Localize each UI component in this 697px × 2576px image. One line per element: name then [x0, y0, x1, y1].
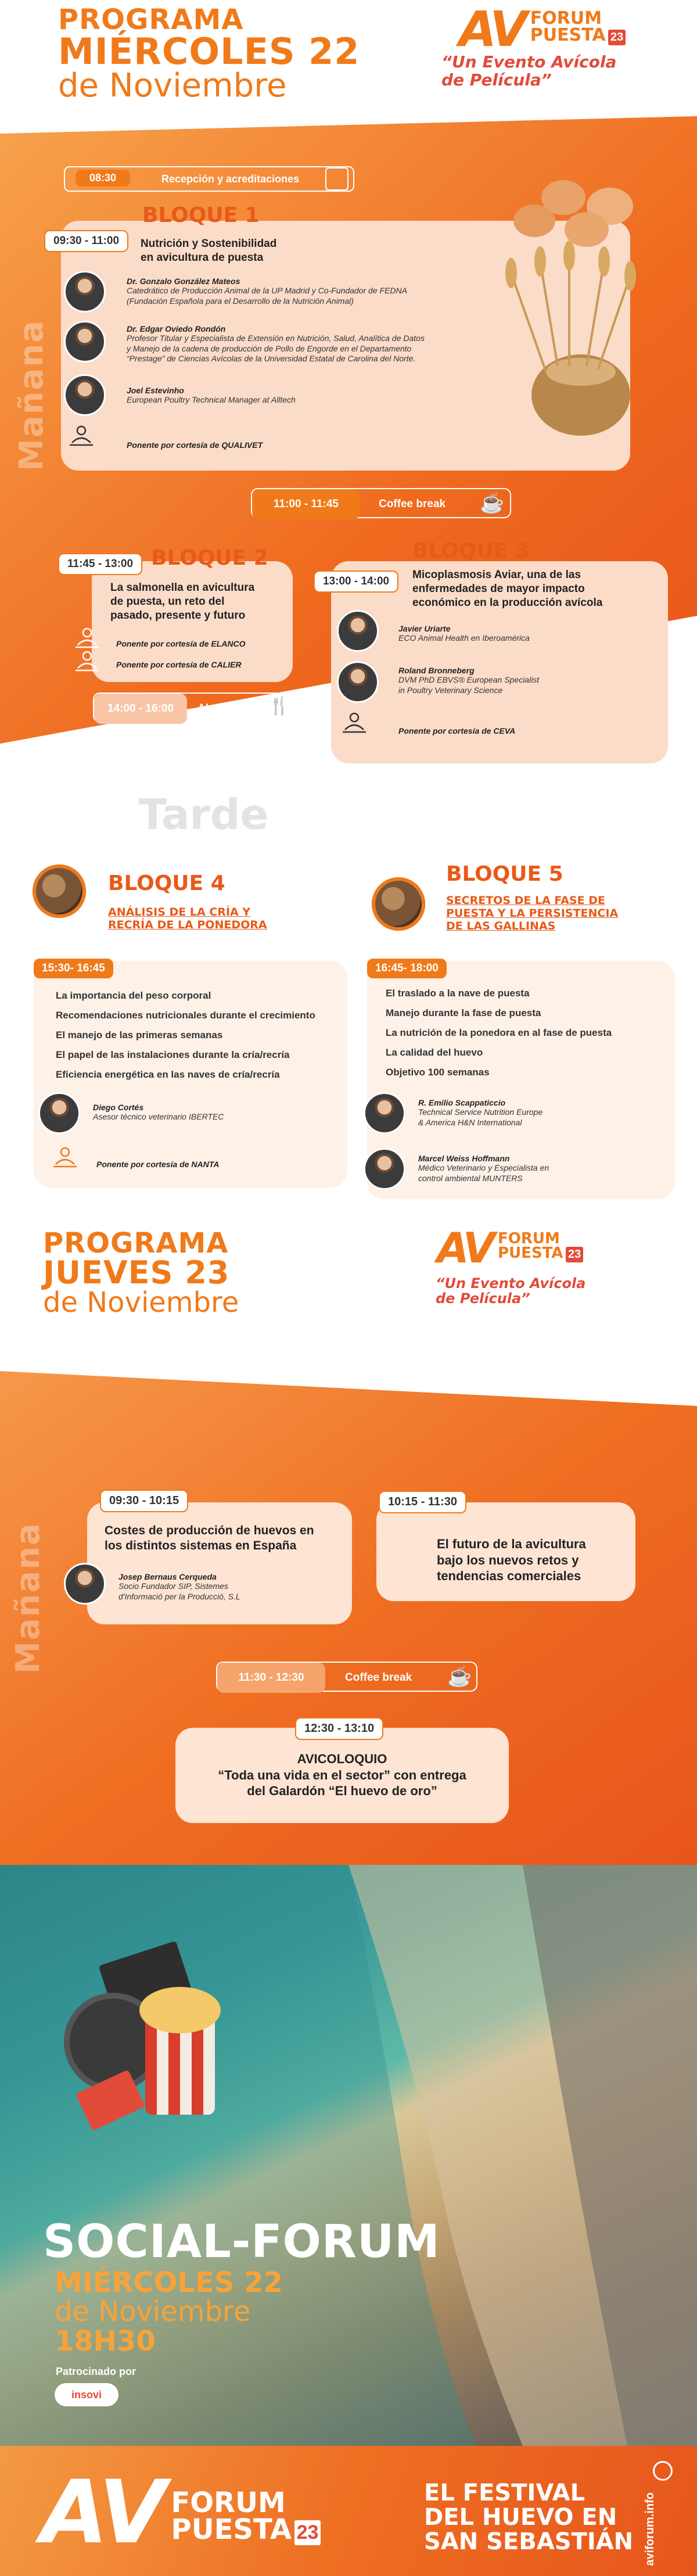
people-icon — [342, 712, 367, 736]
bloque4-subtitle — [108, 906, 267, 932]
speaker-desc: Asesor técnico veterinario IBERTEC — [93, 1112, 224, 1121]
sponsor-label: Patrocinado por — [56, 2366, 136, 2377]
avatar — [337, 610, 379, 652]
speaker-block — [398, 666, 539, 695]
topic-item: El papel de las instalaciones durante la cría/recría — [56, 1049, 290, 1060]
social-day: MIÉRCOLES 22 — [55, 2266, 283, 2299]
bloque2-time: 11:45 - 13:00 — [58, 553, 142, 575]
topic-item: La importancia del peso corporal — [56, 990, 211, 1001]
logo-puesta: PUESTA — [171, 2513, 292, 2546]
speaker-name: Javier Uriarte — [398, 624, 451, 633]
people-icon — [74, 651, 100, 674]
topic-line: pasado, presente y futuro — [110, 609, 246, 622]
people-icon — [52, 1147, 78, 1170]
logo-forum: FORUM — [171, 2487, 286, 2519]
people-icon — [74, 627, 100, 651]
social-forum-beach-image — [0, 1865, 697, 2446]
bloque5-image — [372, 877, 425, 931]
topic-line: La salmonella en avicultura — [110, 582, 255, 594]
bloque1-ponente: Ponente por cortesía de QUALIVET — [127, 440, 263, 450]
speaker-desc: d'Informació per la Producció, S.L — [118, 1591, 240, 1601]
logo-forum: FORUM — [498, 1230, 560, 1247]
topic-item: La nutrición de la ponedora en al fase de puesta — [386, 1027, 612, 1038]
subtitle-line: RECRÍA DE LA PONEDORA — [108, 918, 267, 931]
bloque1-topic — [141, 237, 276, 265]
logo-av: AV — [41, 2462, 163, 2563]
avatar — [364, 1148, 405, 1190]
day1-program-title — [58, 3, 360, 105]
topic-line: en avicultura de puesta — [141, 251, 264, 264]
topic-line: económico en la producción avícola — [412, 596, 603, 609]
coffee-time: 11:00 - 11:45 — [252, 489, 360, 519]
coffee-break-1 — [251, 488, 511, 518]
slogan-top — [441, 53, 616, 89]
coffee-label: Coffee break — [345, 1671, 412, 1684]
topic-line: El futuro de la avicultura — [437, 1537, 586, 1551]
bloque1-title: BLOQUE 1 — [142, 203, 260, 227]
bloque2-ponente-1: Ponente por cortesía de ELANCO — [116, 639, 246, 648]
bloque5-title: BLOQUE 5 — [446, 862, 563, 886]
speaker-desc: “Prestage” de Ciencias Avícolas de la Universidad Estatal de Carolina del Norte. — [127, 354, 416, 363]
day2-program-title — [43, 1227, 239, 1319]
topic-line: Costes de producción de huevos en — [105, 1524, 314, 1537]
speaker-block — [418, 1098, 542, 1128]
cinema-props-icon — [64, 1952, 227, 2115]
speaker-name: Marcel Weiss Hoffmann — [418, 1154, 510, 1163]
festival-tagline — [424, 2481, 633, 2554]
social-hour: 18H30 — [55, 2324, 156, 2358]
social-month: de Noviembre — [55, 2295, 251, 2329]
coffee-cup-icon: ☕ — [447, 1666, 472, 1688]
speaker-desc: Médico Veterinario y Especialista en — [418, 1163, 549, 1172]
bloque5-time: 16:45- 18:00 — [367, 959, 447, 978]
speaker-desc: & America H&N International — [418, 1117, 522, 1127]
speaker-name: Roland Bronneberg — [398, 666, 475, 675]
program-label: PROGRAMA — [43, 1227, 229, 1260]
sponsor-logo — [55, 2383, 118, 2406]
session3-topic — [175, 1751, 509, 1799]
logo-badge: 23 — [608, 30, 626, 45]
bloque4-ponente: Ponente por cortesía de NANTA — [96, 1160, 220, 1169]
session3-time: 12:30 - 13:10 — [295, 1717, 383, 1740]
bloque4-topics — [56, 990, 315, 1089]
coffee-cup-icon: ☕ — [480, 492, 505, 514]
logo-badge: 23 — [566, 1247, 583, 1262]
speaker-desc: Technical Service Nutrition Europe — [418, 1107, 543, 1117]
bloque5-topics — [386, 988, 612, 1086]
coffee-break-2 — [216, 1662, 477, 1692]
morning-side-label: Mañana — [13, 320, 51, 471]
topic-item: Eficiencia energética en las naves de cría/recría — [56, 1069, 280, 1080]
slogan-line2: de Película” — [436, 1290, 530, 1307]
speaker-desc: Profesor Titular y Especialista de Extensión en Nutrición, Salud, Analítica de Datos — [127, 333, 425, 343]
speaker-block — [398, 624, 530, 644]
topic-line: Micoplasmosis Aviar, una de las — [412, 569, 581, 581]
topic-line: “Toda una vida en el sector” con entrega — [218, 1767, 466, 1782]
speaker-name: Dr. Gonzalo González Mateos — [127, 277, 240, 286]
topic-item: Recomendaciones nutricionales durante el crecimiento — [56, 1010, 315, 1021]
lunch-time: 14:00 - 16:00 — [94, 694, 187, 724]
program-day: MIÉRCOLES 22 — [58, 30, 360, 73]
website-url[interactable]: aviforum.info — [644, 2492, 656, 2566]
subtitle-line: PUESTA Y LA PERSISTENCIA — [446, 906, 619, 920]
speaker-block — [93, 1103, 224, 1122]
bloque3-topic — [412, 568, 602, 609]
program-month: de Noviembre — [58, 67, 287, 105]
reception-label: Recepción y acreditaciones — [161, 173, 300, 185]
topic-line: de puesta, un reto del — [110, 595, 225, 608]
speaker-desc: Catedrático de Producción Animal de la UP Madrid y Co-Fundador de FEDNA — [127, 286, 407, 295]
social-forum-date — [55, 2268, 283, 2356]
social-title: SOCIAL-FORUM — [43, 2216, 440, 2268]
avatar — [38, 1092, 80, 1134]
topic-line: bajo los nuevos retos y — [437, 1552, 579, 1567]
speaker-block — [418, 1154, 549, 1183]
bloque3-time: 13:00 - 14:00 — [314, 571, 398, 593]
speaker-desc: European Poultry Technical Manager at Alltech — [127, 395, 296, 404]
subtitle-line: DE LAS GALLINAS — [446, 919, 556, 932]
lunch-label: Almuerzo — [197, 702, 248, 715]
program-month: de Noviembre — [43, 1286, 239, 1319]
speaker-desc: y Manejo de la cadena de producción de Pollo de Engorde en el Departamento — [127, 343, 412, 353]
topic-item: Objetivo 100 semanas — [386, 1067, 490, 1078]
session1-topic — [105, 1523, 314, 1554]
reception-time: 08:30 — [76, 170, 130, 186]
globe-icon — [653, 2461, 673, 2481]
topic-item: Manejo durante la fase de puesta — [386, 1007, 541, 1018]
speaker-desc: (Fundación Española para el Desarrollo de la Nutrición Animal) — [127, 296, 354, 306]
aviforum-logo-top — [459, 1, 626, 58]
topic-line: Nutrición y Sostenibilidad — [141, 238, 277, 250]
bloque4-title: BLOQUE 4 — [108, 871, 225, 895]
bloque2-title: BLOQUE 2 — [151, 546, 268, 570]
slogan-middle — [436, 1276, 585, 1307]
bloque3-ponente: Ponente por cortesía de CEVA — [398, 726, 516, 736]
bloque2-ponente-2: Ponente por cortesía de CALIER — [116, 660, 242, 669]
session1-time: 09:30 - 10:15 — [100, 1490, 188, 1512]
program-day: JUEVES 23 — [43, 1254, 230, 1291]
lunch-row — [93, 693, 296, 723]
badge-icon — [325, 167, 348, 191]
speaker-name: Diego Cortés — [93, 1103, 144, 1112]
coffee-label: Coffee break — [379, 498, 446, 510]
avatar — [337, 661, 379, 703]
speaker-block — [127, 277, 504, 306]
avatar — [64, 1563, 106, 1605]
sponsor-logo-text: insovi — [71, 2389, 102, 2401]
eggs-wheat-illustration — [488, 174, 645, 442]
topic-item: El manejo de las primeras semanas — [56, 1029, 223, 1041]
bloque3-title: BLOQUE 3 — [412, 539, 530, 563]
logo-badge: 23 — [294, 2520, 321, 2545]
festival-line: SAN SEBASTIÁN — [424, 2528, 634, 2555]
bloque4-image — [33, 864, 86, 918]
subtitle-line: SECRETOS DE LA FASE DE — [446, 894, 605, 907]
topic-item: El traslado a la nave de puesta — [386, 988, 530, 999]
avatar — [64, 374, 106, 416]
avatar — [64, 271, 106, 313]
topic-line: los distintos sistemas en España — [105, 1539, 297, 1553]
speaker-name: Joel Estevinho — [127, 386, 184, 395]
speaker-block — [118, 1572, 240, 1602]
avatar — [64, 321, 106, 363]
bloque1-time: 09:30 - 11:00 — [44, 230, 128, 252]
bloque5-subtitle — [446, 895, 618, 933]
logo-forum: FORUM — [530, 8, 602, 28]
speaker-name: Dr. Edgar Oviedo Rondón — [127, 324, 226, 333]
afternoon-label: Tarde — [138, 790, 269, 839]
aviforum-logo-footer — [41, 2462, 321, 2563]
topic-item: La calidad del huevo — [386, 1047, 483, 1058]
topic-line: tendencias comerciales — [437, 1569, 581, 1583]
speaker-desc: ECO Animal Health en Iberoamérica — [398, 633, 530, 643]
avatar — [364, 1092, 405, 1134]
speaker-name: R. Emilio Scappaticcio — [418, 1098, 506, 1107]
speaker-block — [127, 324, 504, 364]
slogan-line2: de Película” — [441, 70, 552, 89]
subtitle-line: ANÁLISIS DE LA CRÍA Y — [108, 906, 251, 919]
session2-time: 10:15 - 11:30 — [379, 1491, 466, 1513]
topic-line: del Galardón “El huevo de oro” — [247, 1784, 437, 1798]
speaker-desc: control ambiental MUNTERS — [418, 1173, 523, 1183]
slogan-line1: “Un Evento Avícola — [436, 1275, 586, 1291]
slogan-line1: “Un Evento Avícola — [441, 52, 617, 71]
topic-line: enfermedades de mayor impacto — [412, 582, 585, 595]
session2-topic — [437, 1536, 586, 1584]
coffee-time: 11:30 - 12:30 — [217, 1663, 325, 1693]
logo-puesta: PUESTA — [530, 24, 606, 45]
social-forum-title — [43, 2216, 440, 2268]
bloque2-topic — [110, 581, 254, 622]
cutlery-icon: 🍴 — [268, 697, 290, 716]
logo-av: AV — [437, 1224, 492, 1272]
speaker-block — [127, 386, 504, 406]
morning-side-label: Mañana — [9, 1522, 47, 1674]
speaker-desc: Socio Fundador SIP, Sistemes — [118, 1581, 228, 1591]
bloque4-time: 15:30- 16:45 — [34, 959, 113, 978]
speaker-name: Josep Bernaus Cerqueda — [118, 1572, 217, 1581]
topic-line: AVICOLOQUIO — [297, 1752, 387, 1766]
speaker-desc: in Poultry Veterinary Science — [398, 685, 503, 695]
logo-puesta: PUESTA — [498, 1244, 563, 1262]
festival-line: EL FESTIVAL — [424, 2480, 585, 2506]
aviforum-logo-middle — [437, 1224, 583, 1272]
festival-line: DEL HUEVO EN — [424, 2504, 617, 2531]
logo-av: AV — [459, 1, 524, 58]
program-label: PROGRAMA — [58, 3, 244, 36]
people-icon — [69, 425, 94, 449]
speaker-desc: DVM PhD EBVS® European Specialist — [398, 675, 540, 684]
day2-session1-card — [87, 1502, 352, 1624]
